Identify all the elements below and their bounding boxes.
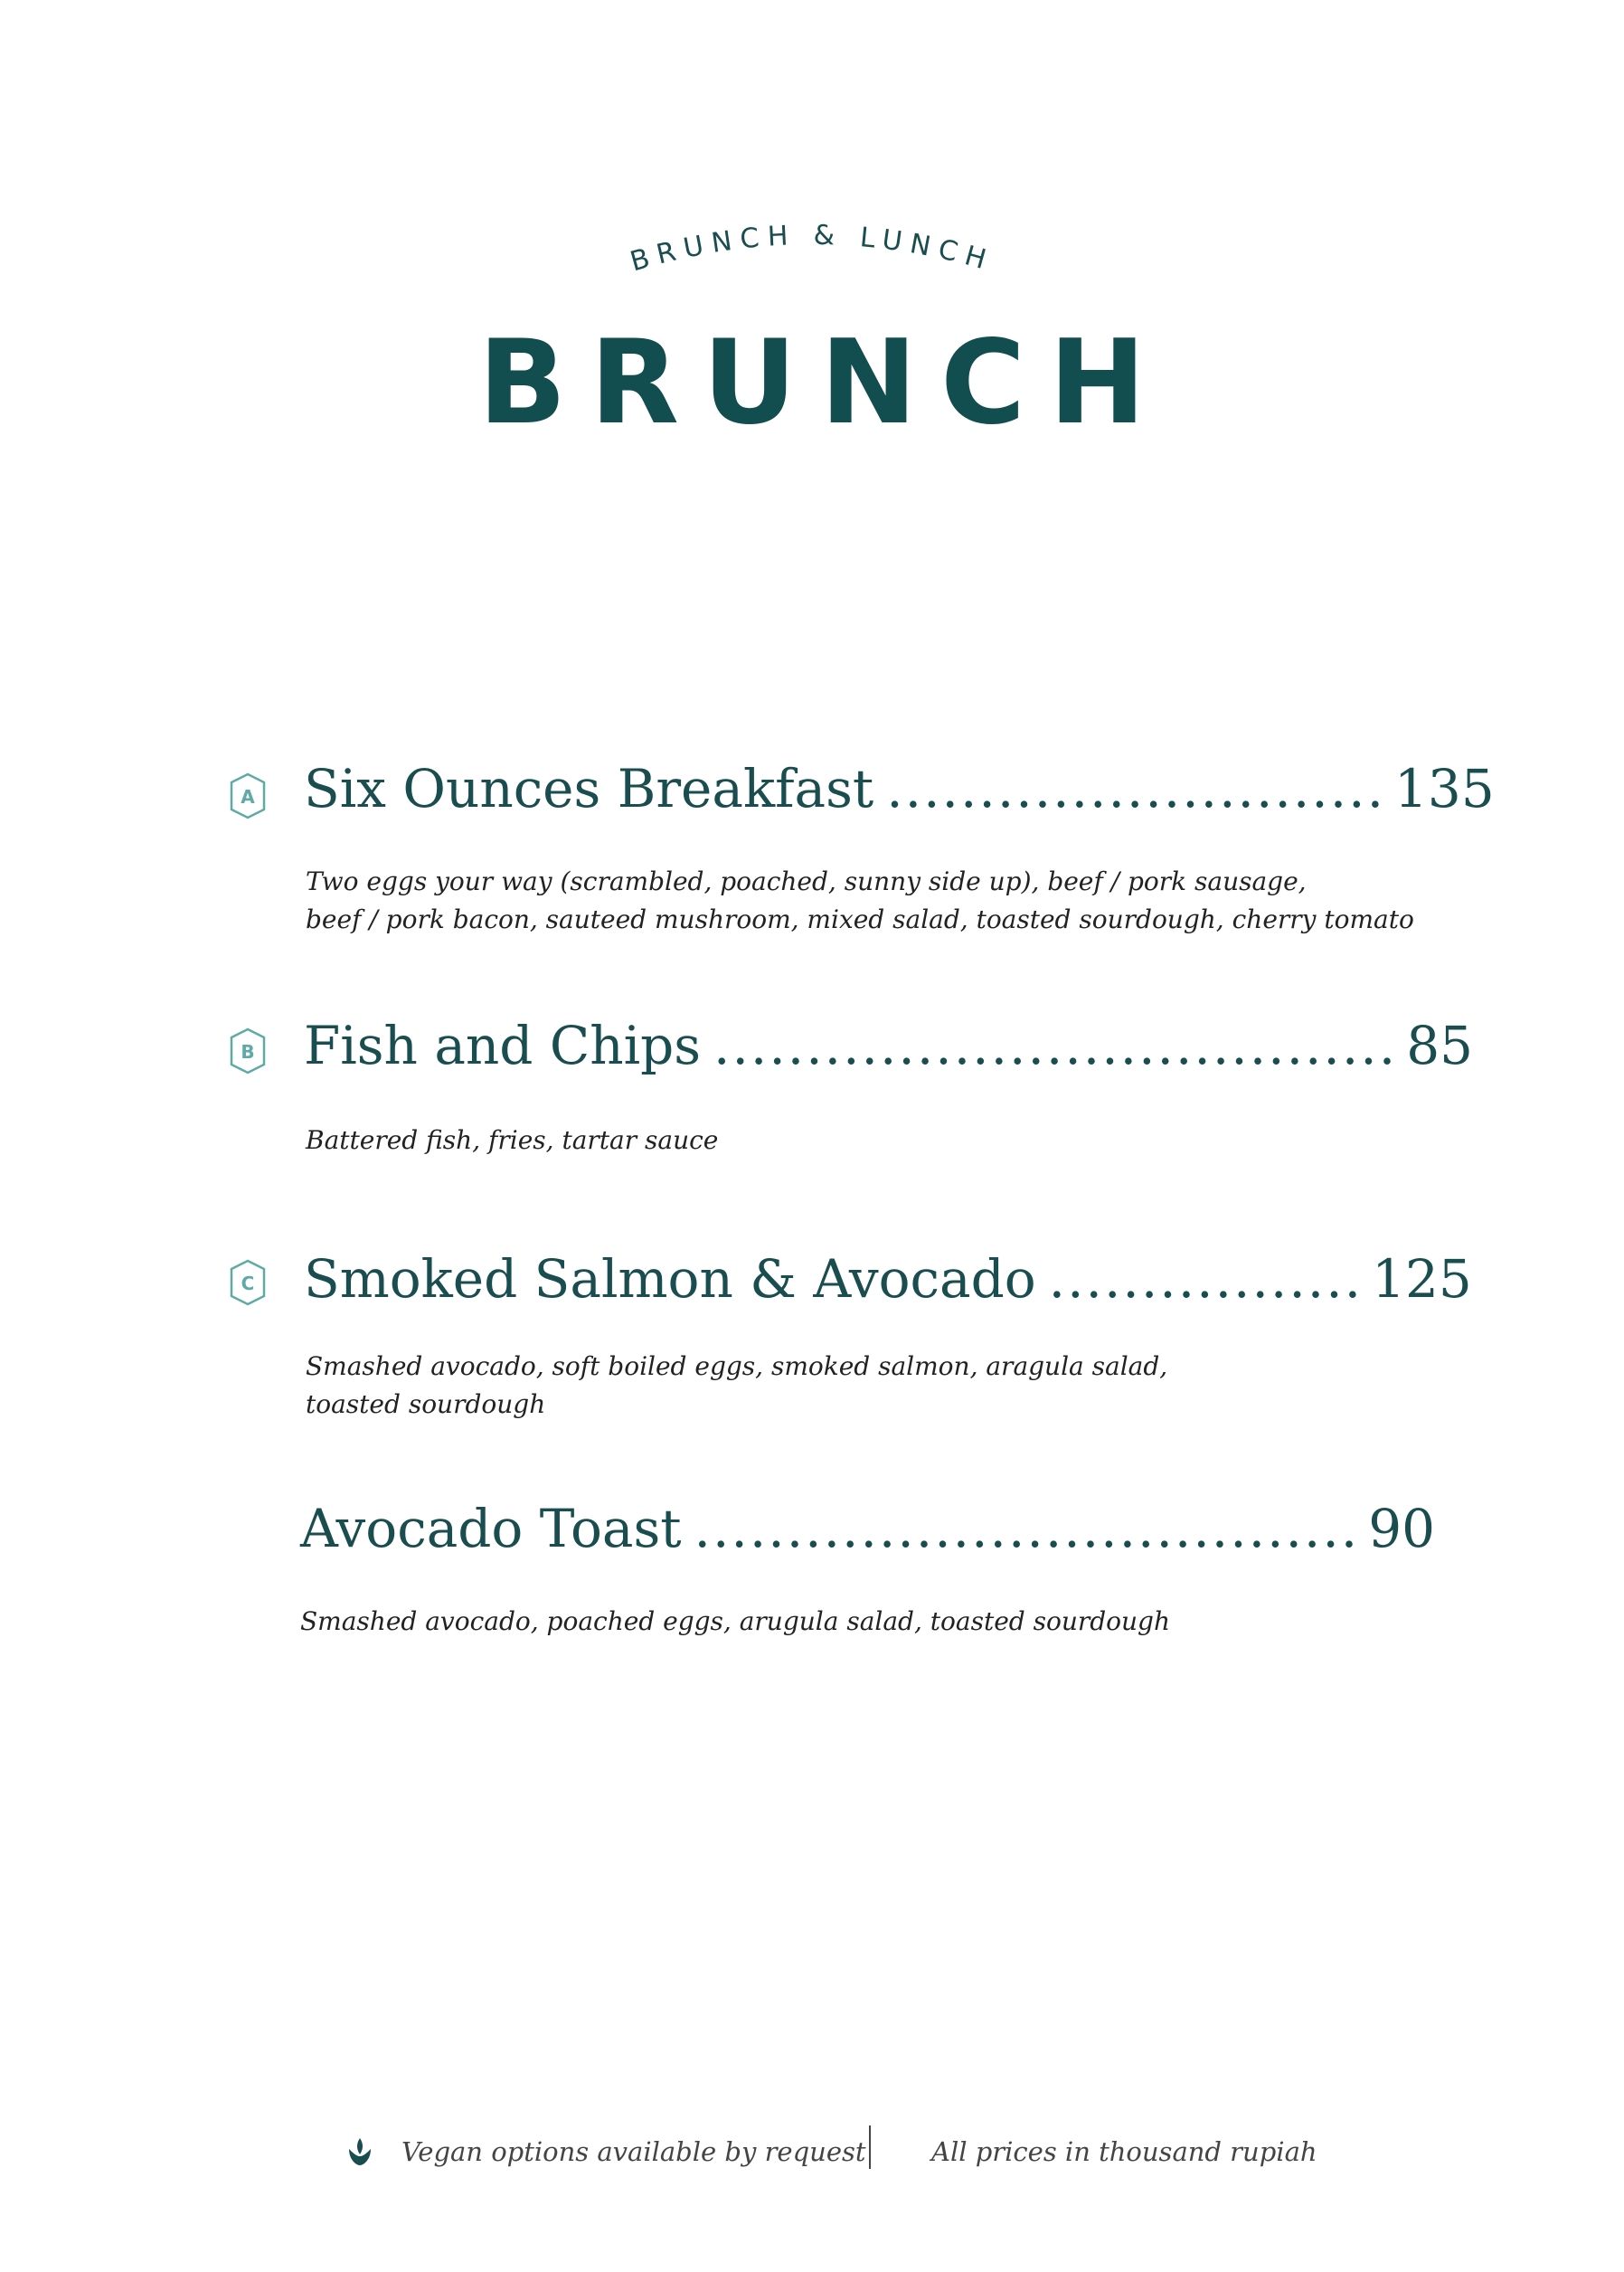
svg-text:C: C [241,1273,255,1294]
page-title: BRUNCH [477,316,1170,450]
item-price: 90 [1368,1498,1436,1559]
menu-kicker [0,199,1624,308]
description-line: Smashed avocado, soft boiled eggs, smoked salmon, aragula salad, [306,1351,1168,1381]
item-name: Avocado Toast [300,1498,682,1559]
badge-a-icon [228,772,268,819]
item-description [306,1348,1167,1424]
menu-footer [0,2125,1624,2189]
dot-leader: .................................... [694,1498,1360,1559]
item-price: 85 [1406,1015,1473,1076]
description-line: Two eggs your way (scrambled, poached, sunny side up), beef / pork sausage, [306,866,1307,896]
dot-leader: ..................................... [713,1015,1398,1076]
description-line: Smashed avocado, poached eggs, arugula salad, toasted sourdough [300,1606,1171,1636]
description-line: beef / pork bacon, sauteed mushroom, mixed salad, toasted sourdough, cherry tomato [306,904,1414,934]
price-note: All prices in thousand rupiah [931,2136,1317,2167]
svg-text:BRUNCH & LUNCH [627,220,997,279]
svg-text:B: B [241,1041,255,1063]
badge-c-icon [228,1259,268,1306]
description-line: toasted sourdough [306,1389,546,1419]
badge-b-icon [228,1027,268,1074]
item-description [306,1122,718,1160]
item-description [300,1603,1170,1641]
dot-leader: ........................... [886,758,1386,819]
item-price: 125 [1372,1248,1472,1310]
item-description [306,863,1414,939]
item-name: Fish and Chips [304,1015,702,1076]
description-line: Battered fish, fries, tartar sauce [306,1125,719,1155]
vegan-note: Vegan options available by request [401,2136,866,2167]
dot-leader: ................. [1048,1248,1364,1310]
menu-item-row [304,1015,1473,1076]
item-name: Smoked Salmon & Avocado [304,1248,1036,1310]
kicker-text: BRUNCH & LUNCH [627,219,997,279]
menu-item-row [304,758,1495,819]
menu-item-row [304,1248,1472,1310]
menu-item-row [300,1498,1436,1559]
svg-text:A: A [241,786,255,808]
footer-divider [869,2125,871,2169]
leaf-icon [345,2136,374,2167]
item-name: Six Ounces Breakfast [304,758,874,819]
item-price: 135 [1394,758,1495,819]
